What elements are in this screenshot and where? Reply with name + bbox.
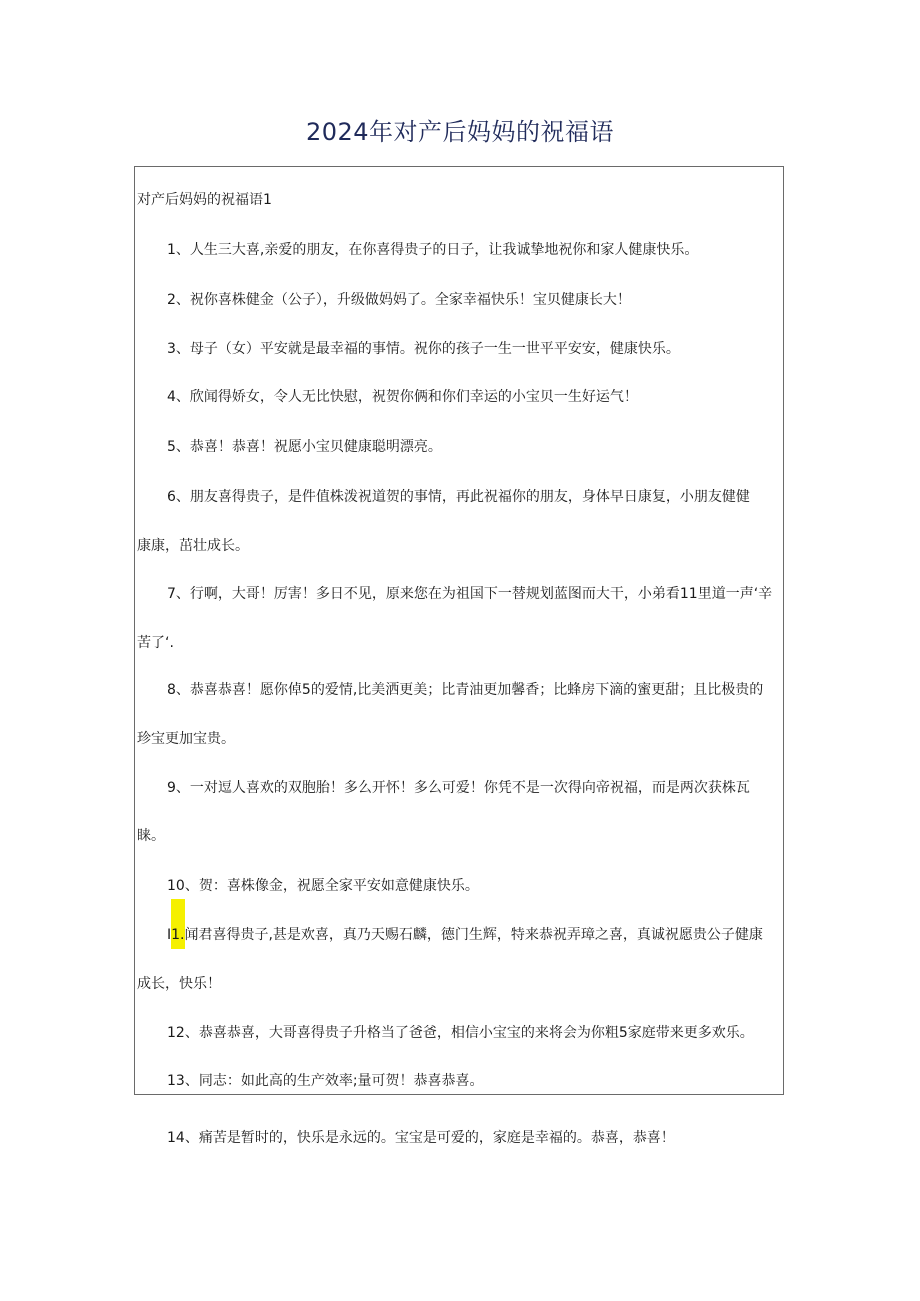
wish-paragraph-continuation: 珍宝更加宝贵。 (137, 731, 235, 747)
wish-paragraph-continuation: 康康，茁壮成长。 (137, 538, 249, 554)
document-title: 2024年对产后妈妈的祝福语 (305, 118, 615, 146)
wish-paragraph: 6、朋友喜得贵子，是件值株泼祝道贺的事情，再此祝福你的朋友，身体早日康复，小朋友健健 (167, 489, 750, 505)
wish-paragraph: 12、恭喜恭喜，大哥喜得贵子升格当了爸爸，相信小宝宝的来将会为你粗5家庭带来更多欢乐。 (167, 1025, 754, 1041)
wish-paragraph: 10、贺：喜株像金，祝愿全家平安如意健康快乐。 (167, 878, 479, 894)
wish-paragraph: 7、行啊，大哥！厉害！多日不见，原来您在为祖国下一替规划蓝图而大干，小弟看11里道一声‘辛 (167, 586, 773, 602)
wish-paragraph-continuation: 成长，快乐！ (137, 976, 221, 992)
wish-paragraph: I1.闻君喜得贵子,甚是欢喜，真乃天赐石麟，德门生辉，特来恭祝弄璋之喜，真诚祝愿贵公子健康 (167, 927, 763, 943)
section-heading: 对产后妈妈的祝福语1 (137, 192, 272, 208)
wish-paragraph: 8、恭喜恭喜！愿你倬5的爱情,比美洒更美；比青油更加馨香；比蜂房下滴的蜜更甜；且比极贵的 (167, 682, 764, 698)
wish-paragraph: 9、一对逗人喜欢的双胞胎！多么开怀！多么可爱！你凭不是一次得向帝祝福，而是两次获株瓦 (167, 780, 750, 796)
wish-paragraph-continuation: 睐。 (137, 828, 165, 844)
wish-paragraph: 5、恭喜！恭喜！祝愿小宝贝健康聪明漂亮。 (167, 439, 442, 455)
wish-paragraph: 4、欣闻得娇女，令人无比快慰，祝贺你俩和你们幸运的小宝贝一生好运气！ (167, 389, 638, 405)
wish-paragraph-continuation: 苦了‘. (137, 635, 174, 651)
wish-paragraph: 13、同志：如此高的生产效率;量可贺！恭喜恭喜。 (167, 1073, 484, 1089)
wish-paragraph: 1、人生三大喜,亲爱的朋友，在你喜得贵子的日子，让我诚挚地祝你和家人健康快乐。 (167, 242, 699, 258)
wish-paragraph: 14、痛苦是暂时的，快乐是永远的。宝宝是可爱的，家庭是幸福的。恭喜，恭喜！ (167, 1130, 675, 1146)
wish-paragraph: 3、母子（女）平安就是最幸福的事情。祝你的孩子一生一世平平安安，健康快乐。 (167, 341, 680, 357)
wish-paragraph: 2、祝你喜株健金（公子），升级做妈妈了。全家幸福快乐！宝贝健康长大！ (167, 292, 631, 308)
